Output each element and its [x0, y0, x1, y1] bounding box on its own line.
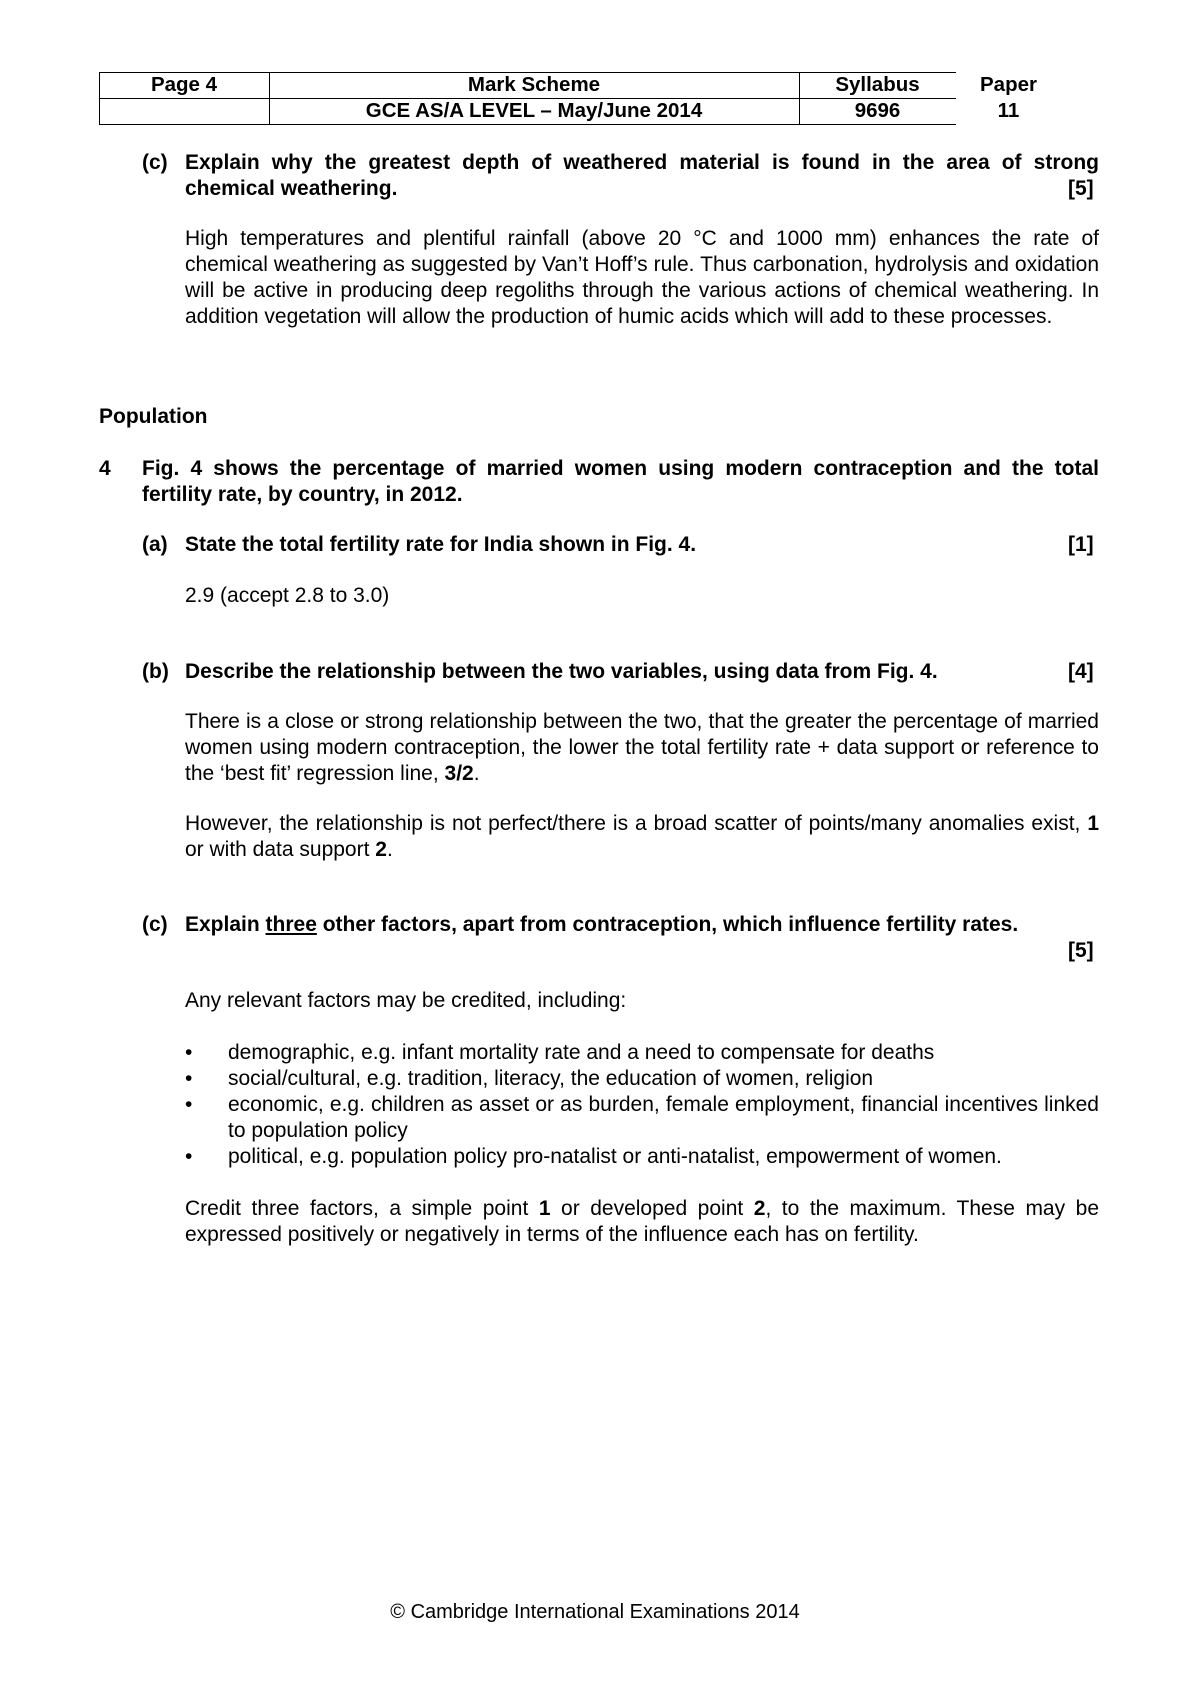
q4c-credit-mid: or developed point — [550, 1197, 754, 1220]
q4b-para1-end: . — [473, 762, 480, 785]
q4a-label: (a) — [142, 533, 168, 556]
q4b-label: (b) — [142, 660, 169, 683]
list-item-text: economic, e.g. children as asset or as burden, female employment, financial incentives linked to population policy — [228, 1093, 1099, 1142]
q4c-credit-post: , to the maximum. These may be expressed positively or negatively in terms of the influence each has on fertility. — [185, 1197, 1099, 1246]
q4a-marks: [1] — [1068, 533, 1094, 556]
header-page: Page 4 — [150, 73, 218, 96]
list-item-text: social/cultural, e.g. tradition, literacy, the education of women, religion — [228, 1067, 874, 1090]
header-mark-scheme: Mark Scheme — [467, 73, 601, 96]
header-bottom-border — [99, 124, 956, 125]
section-title: Population — [99, 405, 208, 428]
q3c-answer: High temperatures and plentiful rainfall (above 20 °C and 1000 mm) enhances the rate of chemical weathering as suggested by Van’t Hoff’s rule. Thus carbonation, hydrolysis and oxidation will be active in producing deep regoliths through the various actions of chemical weathering. In addition vegetation will allow the production of humic acids which will add to these processes. — [185, 227, 1099, 328]
q3c-label: (c) — [142, 151, 168, 174]
q4c-question-pre: Explain — [185, 913, 266, 936]
q4c-credit-note — [185, 1196, 1099, 1248]
bullet-icon: • — [185, 1145, 193, 1168]
q4b-para2-mark2: 2 — [375, 838, 387, 861]
q4b-answer-para2 — [185, 811, 1099, 863]
q4a-question: State the total fertility rate for India shown in Fig. 4. — [185, 533, 697, 556]
q4c-intro: Any relevant factors may be credited, including: — [185, 989, 627, 1012]
list-item — [185, 1092, 1099, 1144]
header-syllabus-code: 9696 — [854, 99, 901, 122]
bullet-icon: • — [185, 1041, 193, 1064]
q4b-para2-end: . — [386, 838, 393, 861]
q3c-question-line2: chemical weathering. — [185, 177, 398, 200]
header-syllabus-label: Syllabus — [835, 73, 920, 96]
q4c-question — [185, 912, 1099, 938]
q4c-factor-list — [185, 1040, 1099, 1170]
q4b-para1-text: There is a close or strong relationship between the two, that the greater the percentage of married women using modern contraception, the lower the total fertility rate + data support or reference to the ‘best fit’ regression line, — [185, 710, 1099, 785]
header-table — [99, 72, 1059, 125]
q3c-marks: [5] — [1068, 177, 1094, 200]
q4c-question-post: other factors, apart from contraception, which influence fertility rates. — [316, 913, 1019, 936]
q4c-question-underlined: three — [265, 913, 317, 936]
list-item-text: political, e.g. population policy pro-natalist or anti-natalist, empowerment of women. — [228, 1145, 1002, 1168]
header-paper-label: Paper — [980, 73, 1037, 96]
q4c-label: (c) — [142, 913, 168, 936]
q4b-marks: [4] — [1068, 660, 1094, 683]
page-footer: © Cambridge International Examinations 2014 — [390, 1601, 800, 1623]
q4c-credit-mark1: 1 — [538, 1197, 551, 1220]
header-exam: GCE AS/A LEVEL – May/June 2014 — [365, 99, 703, 122]
list-item-text: demographic, e.g. infant mortality rate and a need to compensate for deaths — [228, 1041, 935, 1064]
bullet-icon: • — [185, 1067, 193, 1090]
q4-number: 4 — [99, 457, 111, 480]
q4b-para2-mark1: 1 — [1087, 812, 1099, 835]
list-item — [185, 1144, 1099, 1170]
q4b-question: Describe the relationship between the two variables, using data from Fig. 4. — [185, 660, 938, 683]
q4-stem: Fig. 4 shows the percentage of married women using modern contraception and the total fertility rate, by country, in 2012. — [142, 457, 1099, 506]
q4b-answer-para1 — [185, 709, 1099, 787]
q4c-credit-mark2: 2 — [753, 1197, 766, 1220]
bullet-icon: • — [185, 1093, 193, 1116]
q4b-para2-text: However, the relationship is not perfect/there is a broad scatter of points/many anomalies exist, — [185, 812, 1088, 835]
list-item — [185, 1066, 1099, 1092]
q4a-answer: 2.9 (accept 2.8 to 3.0) — [185, 584, 390, 607]
list-item — [185, 1040, 1099, 1066]
q3c-question-line1: Explain why the greatest depth of weathered material is found in the area of strong — [185, 151, 1099, 174]
header-paper-number: 11 — [997, 99, 1020, 122]
q4c-credit-pre: Credit three factors, a simple point — [185, 1197, 539, 1220]
q4c-marks: [5] — [1068, 939, 1094, 962]
q4b-para1-mark: 3/2 — [444, 762, 474, 785]
q4b-para2-mid: or with data support — [185, 838, 376, 861]
